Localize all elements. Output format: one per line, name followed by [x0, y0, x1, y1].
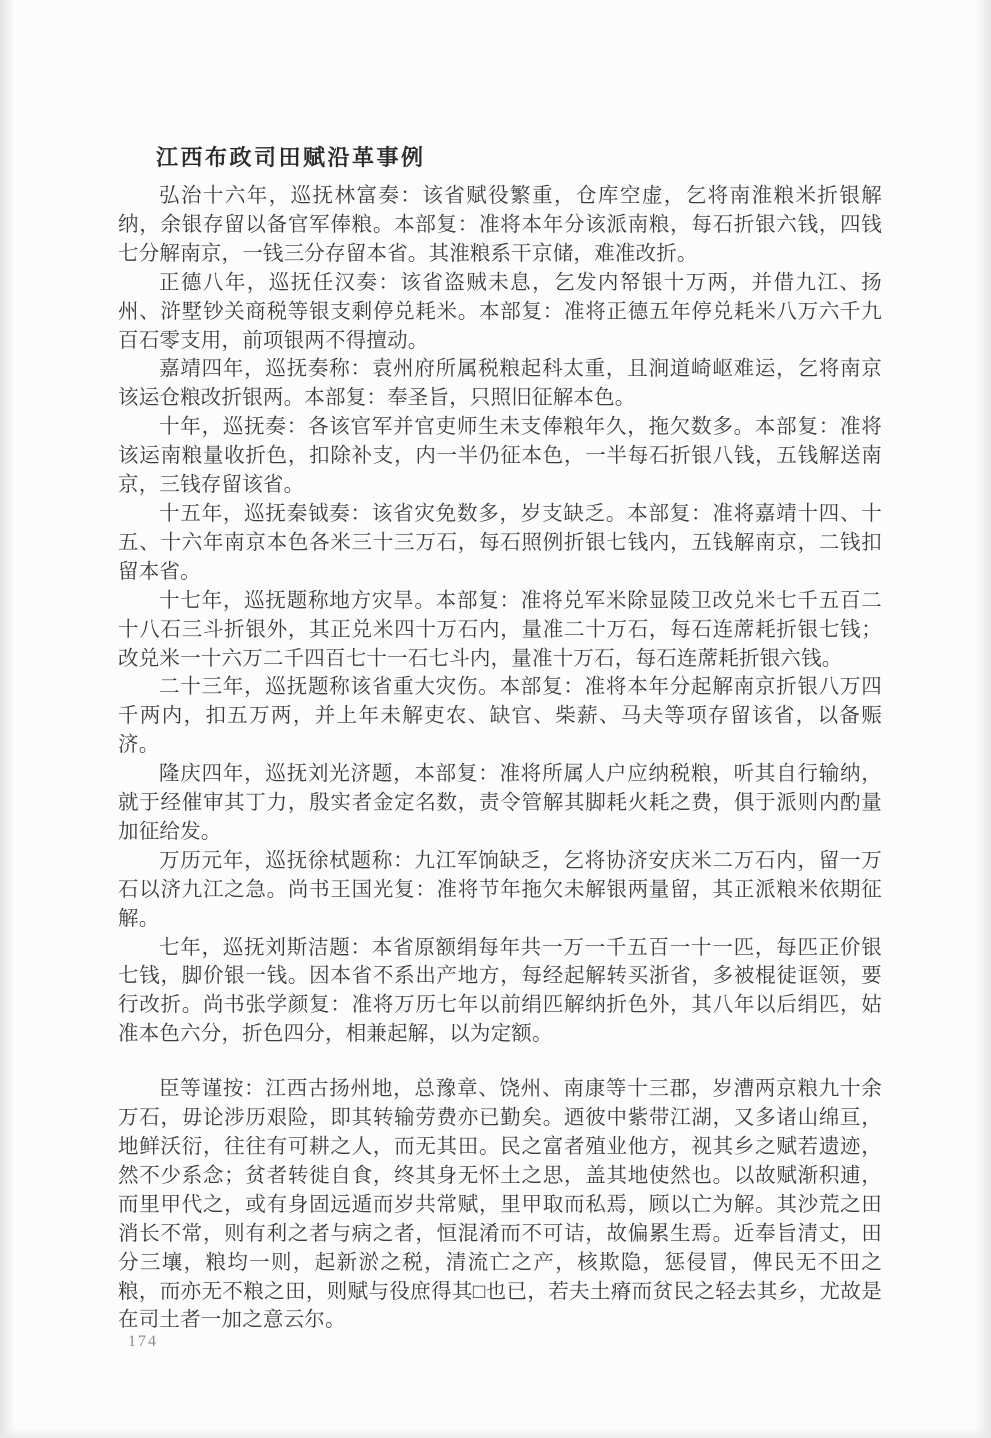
entry-paragraph-zhengde-8: 正德八年，巡抚任汉奏：该省盗贼未息，乞发内帑银十万两，并借九江、扬州、浒墅钞关商税等银支剩停兑耗米。本部复：准将正德五年停兑耗米八万六千九百石零支用，前项银两不得擅动。 — [118, 271, 882, 352]
page-left-edge-shading — [0, 0, 14, 1438]
page-bottom-edge-shading — [0, 1428, 991, 1438]
page-content — [118, 144, 882, 1335]
entry-paragraph-jiajing-4: 嘉靖四年，巡抚奏称：袁州府所属税粮起科太重，且涧道崎岖难运，乞将南京该运仓粮改折银两。本部复：奉圣旨，只照旧征解本色。 — [118, 358, 882, 410]
entry-paragraph-jiajing-23: 二十三年，巡抚题称该省重大灾伤。本部复：准将本年分起解南京折银八万四千两内，扣五万两，并上年未解吏农、缺官、柴薪、马夫等项存留该省，以备赈济。 — [118, 676, 882, 757]
entry-paragraph-longqing-4: 隆庆四年，巡抚刘光济题，本部复：准将所属人户应纳税粮，听其自行输纳，就于经催审其丁力，殷实者金定名数，责令管解其脚耗火耗之费，俱于派则内酌量加征给发。 — [118, 763, 882, 843]
entry-paragraph-jiajing-15: 十五年，巡抚秦钺奏：该省灾免数多，岁支缺乏。本部复：准将嘉靖十四、十五、十六年南京本色各米三十三万石，每石照例折银七钱内，五钱解南京，二钱扣留本省。 — [118, 502, 882, 583]
section-title: 江西布政司田赋沿革事例 — [156, 145, 426, 170]
entry-paragraph-wanli-1: 万历元年，巡抚徐栻题称：九江军饷缺乏，乞将协济安庆米二万石内，留一万石以济九江之急。尚书王国光复：准将节年拖欠未解银两量留，其正派粮米依期征解。 — [118, 849, 882, 930]
page-number: 174 — [128, 1333, 158, 1350]
entry-paragraph-jiajing-17: 十七年，巡抚题称地方灾旱。本部复：准将兑军米除显陵卫改兑米七千五百二十八石三斗折银外，其正兑米四十万石内，量准二十万石，每石连蓆耗折银七钱；改兑米一十六万二千四百七十一石七斗内，量准十万石，每石连蓆耗折银六钱。 — [118, 589, 882, 670]
entry-paragraph-hongzhi-16: 弘治十六年，巡抚林富奏：该省赋役繁重，仓库空虚，乞将南淮粮米折银解纳，余银存留以备官军俸粮。本部复：准将本年分该派南粮，每石折银六钱，四钱七分解南京，一钱三分存留本省。其淮粮系干京储，难准改折。 — [118, 185, 882, 265]
entry-paragraph-wanli-7: 七年，巡抚刘斯洁题：本省原额绢每年共一万一千五百一十一匹，每匹正价银七钱，脚价银一钱。因本省不系出产地方，每经起解转买浙省，多被棍徒诓领，要行改折。尚书张学颜复：准将万历七年以前绢匹解纳折色外，其八年以后绢匹，姑准本色六分，折色四分，相兼起解，以为定额。 — [118, 936, 882, 1046]
entry-paragraph-jiajing-10: 十年，巡抚奏：各该官军并官吏师生未支俸粮年久，拖欠数多。本部复：准将该运南粮量收折色，扣除补支，内一半仍征本色，一半每石折银八钱，五钱解送南京，三钱存留该省。 — [118, 416, 882, 497]
editors-commentary-paragraph: 臣等谨按：江西古扬州地，总豫章、饶州、南康等十三郡，岁漕两京粮九十余万石，毋论涉历艰险，即其转输劳费亦已勤矣。迺彼中紫带江湖，又多诸山绵亘，地鲜沃衍，往往有可耕之人，而无其田。民之富者殖业他方，视其乡之赋若遗迹，然不少系念；贫者转徙自食，终其身无怀土之思，盖其地使然也。以故赋渐积逋，而里甲代之，或有身固远遁而岁共常赋，里甲取而私焉，顾以亡为解。其沙荒之田消长不常，则有利之者与病之者，恒混淆而不可诘，故偏累生焉。近奉旨清丈，田分三壤，粮均一则，起新淤之税，清流亡之产，核欺隐，惩侵冒，俾民无不田之粮，而亦无不粮之田，则赋与役庶得其□也已，若夫土瘠而贫民之轻去其乡，尤故是在司土者一加之意云尔。 — [118, 1078, 882, 1332]
page-right-edge-shading — [975, 0, 991, 1438]
